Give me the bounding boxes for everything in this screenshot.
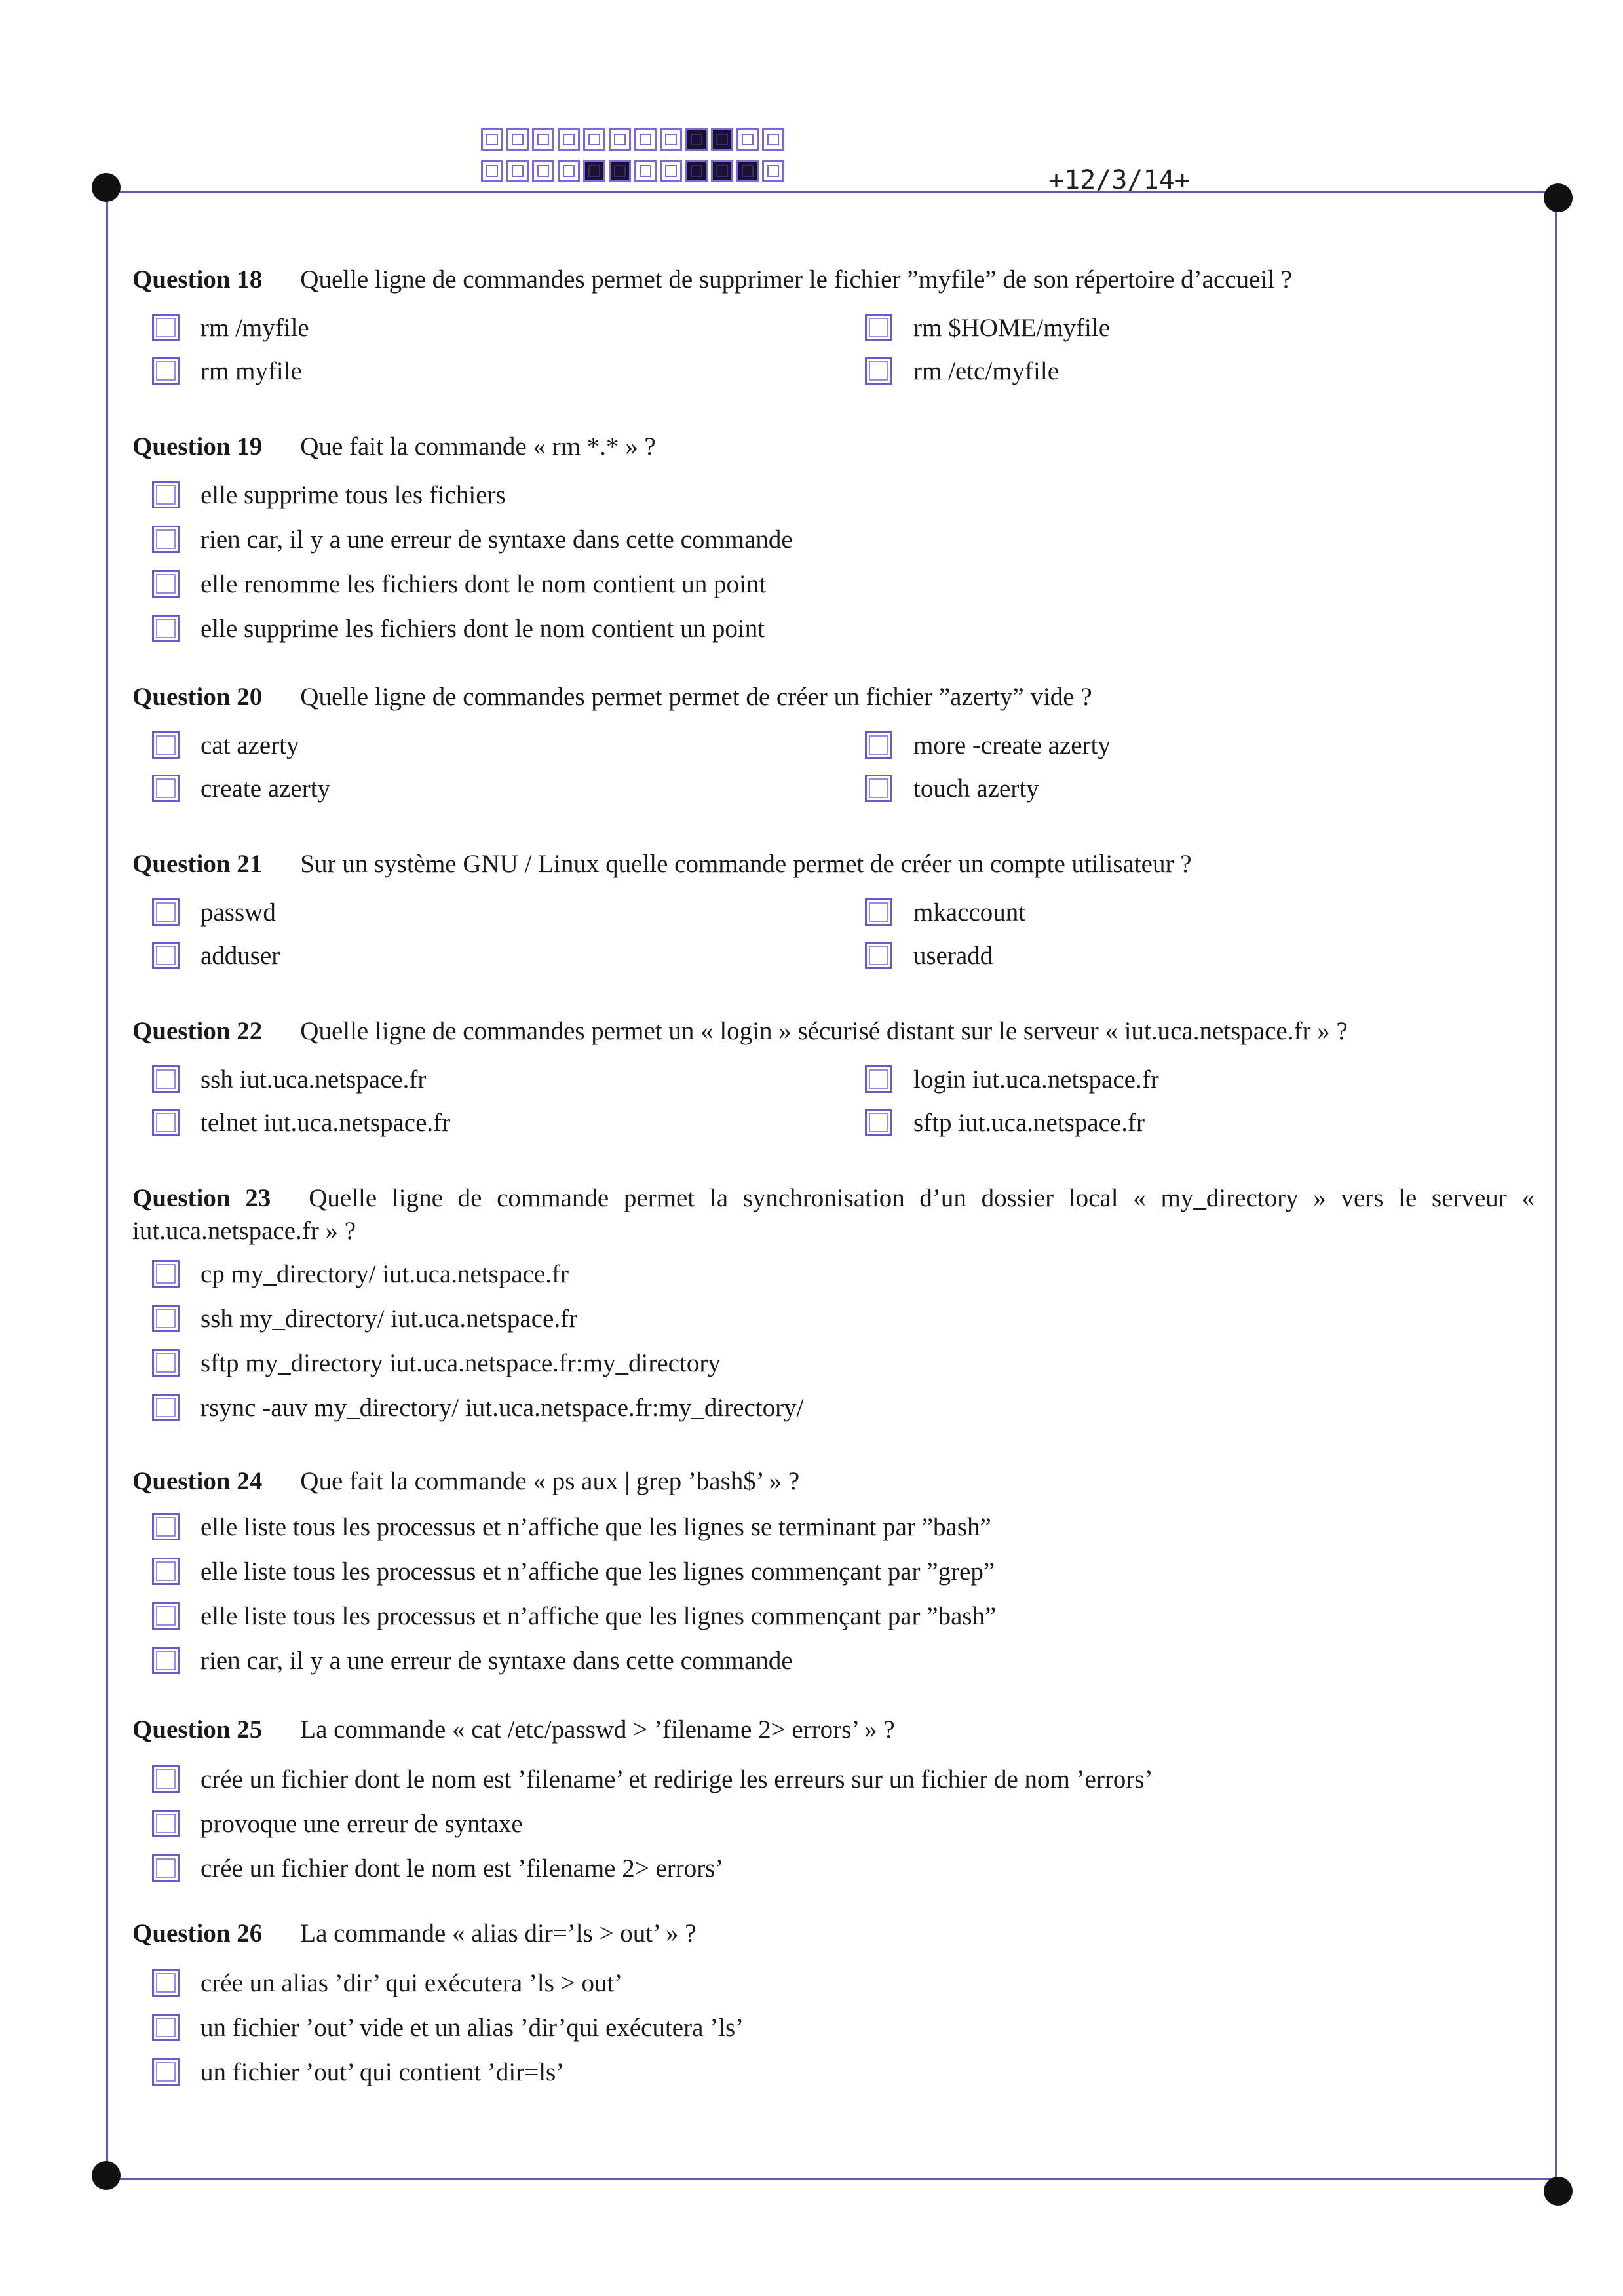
question-text: La commande « alias dir=’ls > out’ » ? <box>300 1919 697 1947</box>
question-label: Question 24 <box>132 1467 263 1495</box>
question-label: Question 21 <box>132 850 263 878</box>
option-label: cat azerty <box>200 731 299 759</box>
option-label: sftp iut.uca.netspace.fr <box>913 1108 1145 1137</box>
checkbox[interactable] <box>152 1394 180 1421</box>
option-label: adduser <box>200 941 280 970</box>
option[interactable] <box>132 1807 1535 1841</box>
option-label: ssh my_directory/ iut.uca.netspace.fr <box>200 1304 578 1333</box>
option-label: elle supprime tous les fichiers <box>200 480 506 509</box>
question-header <box>132 430 1535 463</box>
question-text: Sur un système GNU / Linux quelle commande permet de créer un compte utilisateur ? <box>300 850 1192 878</box>
code-cell-empty <box>532 128 554 151</box>
code-cell-filled <box>609 160 631 182</box>
code-cell-empty <box>558 160 580 182</box>
checkbox[interactable] <box>152 1558 180 1585</box>
question-24 <box>132 1465 1535 1677</box>
question-text: Que fait la commande « ps aux | grep ’bash$’ » ? <box>300 1467 800 1495</box>
code-cell-empty <box>736 128 759 151</box>
question-19 <box>132 430 1535 645</box>
checkbox[interactable] <box>865 1065 892 1093</box>
options-list <box>132 311 1535 388</box>
checkbox[interactable] <box>152 1349 180 1377</box>
option-label: rm $HOME/myfile <box>913 313 1111 342</box>
checkbox[interactable] <box>152 942 180 969</box>
question-label: Question 20 <box>132 683 263 711</box>
question-header <box>132 1015 1535 1048</box>
code-cell-empty <box>506 160 529 182</box>
question-21 <box>132 848 1535 972</box>
question-label: Question 18 <box>132 265 263 294</box>
code-cell-empty <box>532 160 554 182</box>
option-label: ssh iut.uca.netspace.fr <box>200 1065 427 1094</box>
options-list <box>132 1762 1535 1885</box>
checkbox[interactable] <box>865 731 892 759</box>
option-label: sftp my_directory iut.uca.netspace.fr:my_directory <box>200 1349 721 1377</box>
page-id: +12/3/14+ <box>1048 165 1191 195</box>
code-cell-empty <box>660 160 682 182</box>
options-list <box>132 1062 1535 1139</box>
option[interactable] <box>132 1510 1535 1544</box>
option[interactable] <box>132 478 1535 512</box>
option[interactable] <box>132 1301 1535 1335</box>
scan-code-row-1 <box>481 128 788 151</box>
option-label: rm /etc/myfile <box>913 356 1060 385</box>
option[interactable] <box>845 895 1500 929</box>
option[interactable] <box>132 2055 1535 2089</box>
question-22 <box>132 1015 1535 1139</box>
checkbox[interactable] <box>865 942 892 969</box>
option[interactable] <box>132 938 845 972</box>
code-cell-empty <box>609 128 631 151</box>
option[interactable] <box>132 1554 1535 1588</box>
code-cell-filled <box>583 160 605 182</box>
question-text: Quelle ligne de commandes permet permet de créer un fichier ”azerty” vide ? <box>300 683 1092 711</box>
checkbox[interactable] <box>865 775 892 802</box>
question-header <box>132 1182 1535 1248</box>
question-text: Quelle ligne de commande permet la synchronisation d’un dossier local « my_directory » vers le serveur « iut.uca.netspace.fr » ? <box>132 1184 1535 1245</box>
option[interactable] <box>132 567 1535 601</box>
option-label: crée un fichier dont le nom est ’filename’ et redirige les erreurs sur un fichier de nom ’errors’ <box>200 1765 1153 1793</box>
option[interactable] <box>132 354 845 388</box>
code-cell-empty <box>762 128 784 151</box>
option[interactable] <box>132 1062 845 1096</box>
checkbox[interactable] <box>865 357 892 385</box>
checkbox[interactable] <box>152 570 180 598</box>
checkbox[interactable] <box>152 1109 180 1136</box>
option-label: crée un fichier dont le nom est ’filename 2> errors’ <box>200 1854 724 1883</box>
options-list <box>132 895 1535 972</box>
option-label: elle liste tous les processus et n’affiche que les lignes commençant par ”bash” <box>200 1601 997 1630</box>
checkbox[interactable] <box>152 775 180 802</box>
option-label: crée un alias ’dir’ qui exécutera ’ls > out’ <box>200 1968 623 1997</box>
code-cell-filled <box>736 160 759 182</box>
code-cell-filled <box>685 128 708 151</box>
option[interactable] <box>845 771 1500 805</box>
corner-marker-top-left <box>92 173 121 202</box>
option-label: un fichier ’out’ qui contient ’dir=ls’ <box>200 2057 565 2086</box>
checkbox[interactable] <box>152 2014 180 2041</box>
option[interactable] <box>845 1105 1500 1139</box>
option-label: passwd <box>200 898 276 927</box>
question-text: La commande « cat /etc/passwd > ’filename 2> errors’ » ? <box>300 1715 895 1744</box>
option[interactable] <box>845 311 1500 345</box>
option-label: useradd <box>913 941 993 970</box>
code-cell-empty <box>558 128 580 151</box>
option[interactable] <box>132 1599 1535 1633</box>
checkbox[interactable] <box>152 1969 180 1997</box>
frame-bottom-line <box>105 2178 1559 2180</box>
option[interactable] <box>845 354 1500 388</box>
option-label: un fichier ’out’ vide et un alias ’dir’qui exécutera ’ls’ <box>200 2013 744 2042</box>
code-cell-filled <box>685 160 708 182</box>
question-20 <box>132 681 1535 805</box>
code-cell-empty <box>634 128 657 151</box>
option[interactable] <box>132 1966 1535 2000</box>
code-cell-empty <box>481 128 503 151</box>
code-cell-empty <box>481 160 503 182</box>
option[interactable] <box>132 522 1535 556</box>
options-list <box>132 728 1535 805</box>
question-label: Question 22 <box>132 1017 263 1045</box>
code-cell-filled <box>711 160 733 182</box>
option[interactable] <box>132 311 845 345</box>
checkbox[interactable] <box>152 1810 180 1837</box>
option-label: rsync -auv my_directory/ iut.uca.netspace.fr:my_directory/ <box>200 1393 804 1422</box>
checkbox[interactable] <box>865 314 892 341</box>
option-label: provoque une erreur de syntaxe <box>200 1809 523 1838</box>
checkbox[interactable] <box>152 1305 180 1332</box>
question-text: Que fait la commande « rm *.* » ? <box>300 432 656 461</box>
checkbox[interactable] <box>152 1065 180 1093</box>
option[interactable] <box>132 728 845 762</box>
frame-right-line <box>1555 191 1557 2180</box>
option-label: elle supprime les fichiers dont le nom contient un point <box>200 614 765 643</box>
question-25 <box>132 1713 1535 1885</box>
checkbox[interactable] <box>865 1109 892 1136</box>
checkbox[interactable] <box>152 615 180 642</box>
option[interactable] <box>132 1643 1535 1677</box>
frame-top-line <box>105 191 1559 193</box>
question-23 <box>132 1182 1535 1425</box>
checkbox[interactable] <box>152 1513 180 1540</box>
checkbox[interactable] <box>152 1854 180 1882</box>
option-label: mkaccount <box>913 898 1026 927</box>
option-label: create azerty <box>200 774 331 803</box>
option[interactable] <box>132 1257 1535 1291</box>
checkbox[interactable] <box>152 1260 180 1288</box>
checkbox[interactable] <box>152 2058 180 2086</box>
checkbox[interactable] <box>152 898 180 926</box>
option[interactable] <box>132 611 1535 645</box>
corner-marker-top-right <box>1544 183 1573 212</box>
option[interactable] <box>845 728 1500 762</box>
question-18 <box>132 263 1535 388</box>
option-label: rien car, il y a une erreur de syntaxe dans cette commande <box>200 525 793 554</box>
code-cell-empty <box>762 160 784 182</box>
option-label: telnet iut.uca.netspace.fr <box>200 1108 451 1137</box>
options-list <box>132 478 1535 645</box>
options-list <box>132 1257 1535 1425</box>
code-cell-empty <box>583 128 605 151</box>
question-label: Question 26 <box>132 1919 263 1947</box>
option-label: rm /myfile <box>200 313 309 342</box>
option[interactable] <box>132 1346 1535 1380</box>
code-cell-empty <box>660 128 682 151</box>
checkbox[interactable] <box>152 526 180 553</box>
option-label: cp my_directory/ iut.uca.netspace.fr <box>200 1259 569 1288</box>
checkbox[interactable] <box>152 1602 180 1630</box>
option[interactable] <box>132 1851 1535 1885</box>
option[interactable] <box>132 1105 845 1139</box>
checkbox[interactable] <box>152 1647 180 1674</box>
question-header <box>132 1465 1535 1498</box>
question-26 <box>132 1917 1535 2089</box>
option[interactable] <box>132 2010 1535 2044</box>
code-cell-filled <box>711 128 733 151</box>
checkbox[interactable] <box>152 314 180 341</box>
option-label: elle liste tous les processus et n’affiche que les lignes se terminant par ”bash” <box>200 1512 991 1541</box>
corner-marker-bottom-left <box>92 2161 121 2190</box>
question-label: Question 25 <box>132 1715 263 1744</box>
option[interactable] <box>845 938 1500 972</box>
question-label: Question 23 <box>132 1184 271 1212</box>
option[interactable] <box>132 1390 1535 1425</box>
question-header <box>132 263 1535 296</box>
option-label: rien car, il y a une erreur de syntaxe dans cette commande <box>200 1646 793 1675</box>
frame-left-line <box>106 191 108 2180</box>
option[interactable] <box>132 771 845 805</box>
question-label: Question 19 <box>132 432 263 461</box>
scan-code-row-2 <box>481 160 788 182</box>
option-label: more -create azerty <box>913 731 1111 759</box>
option-label: login iut.uca.netspace.fr <box>913 1065 1159 1094</box>
checkbox[interactable] <box>152 481 180 508</box>
question-text: Quelle ligne de commandes permet un « login » sécurisé distant sur le serveur « iut.uca.netspace.fr » ? <box>300 1017 1348 1045</box>
options-list <box>132 1510 1535 1677</box>
question-header <box>132 1917 1535 1950</box>
question-header <box>132 1713 1535 1746</box>
options-list <box>132 1966 1535 2089</box>
checkbox[interactable] <box>152 731 180 759</box>
option-label: rm myfile <box>200 356 302 385</box>
code-cell-empty <box>506 128 529 151</box>
question-text: Quelle ligne de commandes permet de supprimer le fichier ”myfile” de son répertoire d’accueil ? <box>300 265 1293 294</box>
option-label: touch azerty <box>913 774 1039 803</box>
checkbox[interactable] <box>865 898 892 926</box>
option-label: elle liste tous les processus et n’affiche que les lignes commençant par ”grep” <box>200 1557 995 1586</box>
question-header <box>132 848 1535 881</box>
corner-marker-bottom-right <box>1544 2177 1573 2206</box>
option[interactable] <box>845 1062 1500 1096</box>
checkbox[interactable] <box>152 357 180 385</box>
checkbox[interactable] <box>152 1765 180 1793</box>
option[interactable] <box>132 895 845 929</box>
question-header <box>132 681 1535 714</box>
option-label: elle renomme les fichiers dont le nom contient un point <box>200 569 767 598</box>
code-cell-empty <box>634 160 657 182</box>
option[interactable] <box>132 1762 1535 1796</box>
